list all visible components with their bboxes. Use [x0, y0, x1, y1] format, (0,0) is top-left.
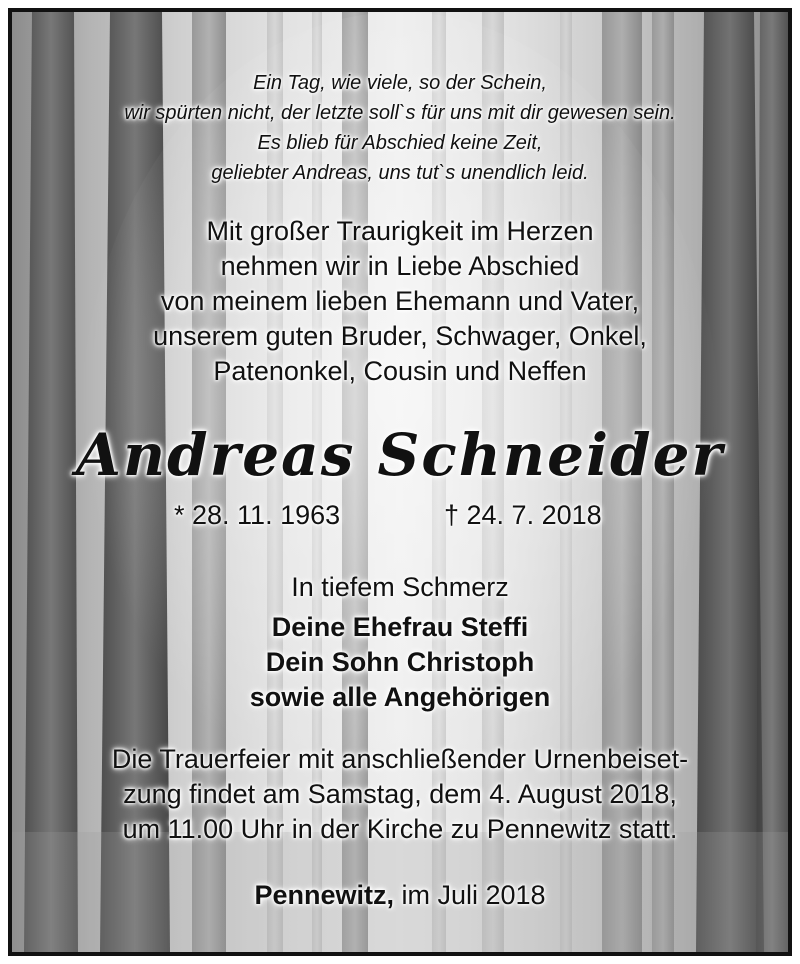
service-line: Die Trauerfeier mit anschließender Urnenbeiset-: [111, 744, 689, 774]
poem-line: Es blieb für Abschied keine Zeit,: [257, 132, 543, 154]
intro-line: unserem guten Bruder, Schwager, Onkel,: [153, 321, 647, 351]
service-line: zung findet am Samstag, dem 4. August 2018,: [123, 779, 677, 809]
deceased-name: Andreas Schneider: [75, 421, 725, 489]
death-date: † 24. 7. 2018: [444, 500, 602, 530]
place-and-date: [12, 878, 788, 912]
mourner-line: Deine Ehefrau Steffi: [271, 612, 529, 642]
service-line: um 11.00 Uhr in der Kirche zu Pennewitz statt.: [122, 814, 678, 844]
intro-line: von meinem lieben Ehemann und Vater,: [160, 286, 640, 316]
poem-line: Ein Tag, wie viele, so der Schein,: [253, 72, 547, 94]
funeral-service-info: [12, 742, 788, 847]
intro-line: Patenonkel, Cousin und Neffen: [213, 356, 587, 386]
obituary-notice: [8, 8, 792, 956]
birth-date: * 28. 11. 1963: [174, 500, 341, 530]
life-dates: [12, 498, 788, 532]
memorial-poem: [12, 68, 788, 188]
place-town: Pennewitz,: [254, 880, 394, 910]
mourners-intro: In tiefem Schmerz: [291, 572, 509, 602]
poem-line: wir spürten nicht, der letzte soll`s für uns mit dir gewesen sein.: [124, 102, 676, 124]
obituary-text: [12, 12, 788, 952]
mourners-list: [12, 610, 788, 715]
place-date: im Juli 2018: [393, 880, 546, 910]
mourner-line: sowie alle Angehörigen: [249, 682, 551, 712]
mourner-line: Dein Sohn Christoph: [265, 647, 535, 677]
poem-line: geliebter Andreas, uns tut`s unendlich leid.: [211, 162, 589, 184]
farewell-intro: [12, 214, 788, 389]
intro-line: Mit großer Traurigkeit im Herzen: [206, 216, 594, 246]
intro-line: nehmen wir in Liebe Abschied: [220, 251, 580, 281]
